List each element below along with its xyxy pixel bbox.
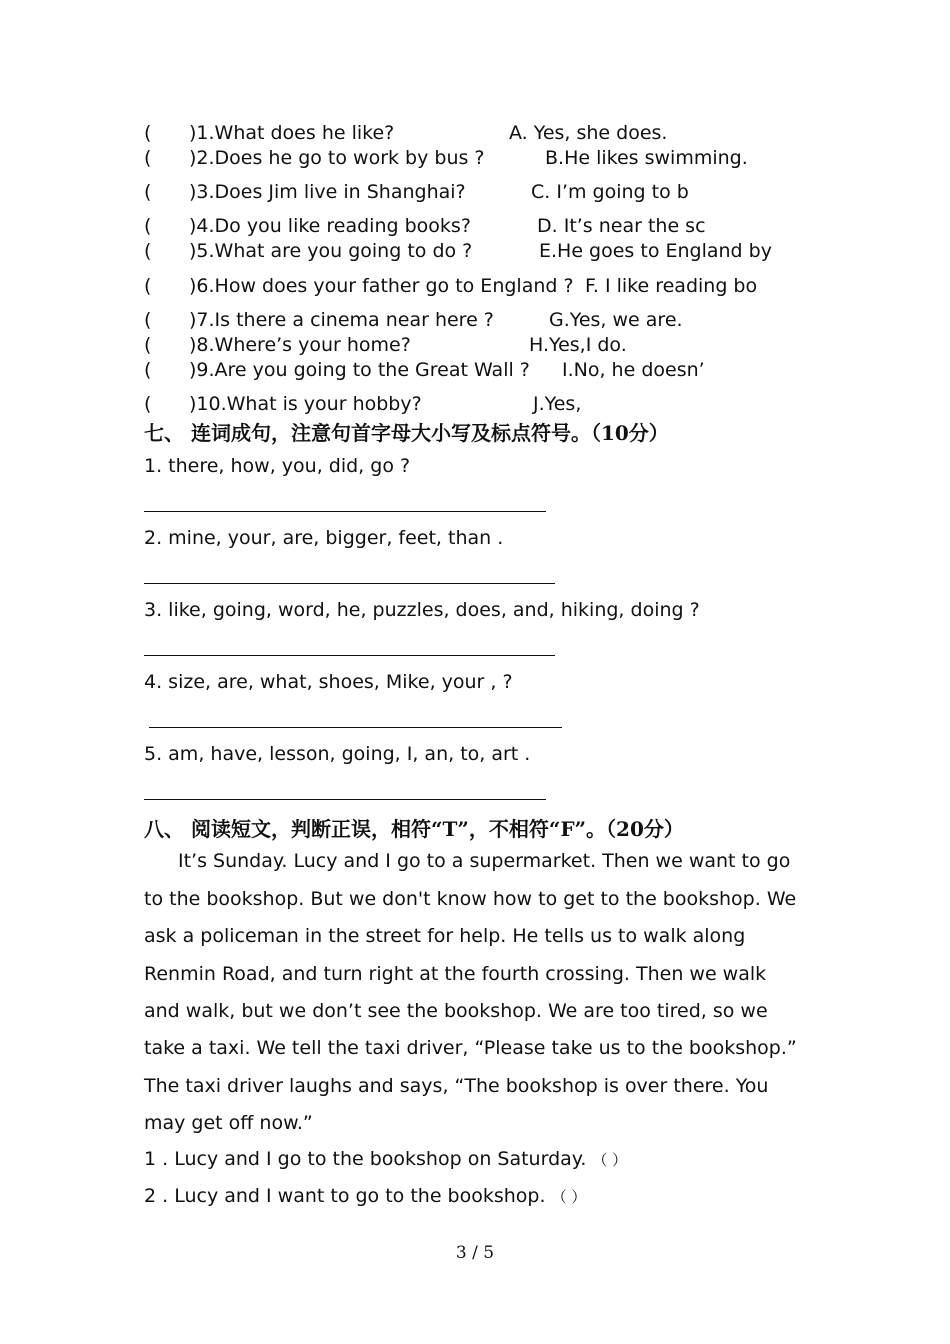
passage-line: to the bookshop. But we don't know how to get to the bookshop. We [144,888,797,910]
sentence-prompt: 1. there, how, you, did, go ? [144,455,411,477]
matching-answer: G.Yes, we are. [549,309,683,331]
matching-question: )10.What is your hobby? [189,393,422,415]
answer-blank[interactable] [144,583,555,584]
answer-blank[interactable] [149,727,562,728]
answer-paren: ( [144,309,152,331]
matching-answer: E.He goes to England by [539,240,772,262]
answer-blank[interactable] [144,655,555,656]
matching-answer: D. It’s near the sc [537,215,706,237]
matching-answer: H.Yes,I do. [529,334,627,356]
matching-question: )2.Does he go to work by bus ? [189,147,485,169]
passage-line: may get off now.” [144,1112,313,1134]
matching-question: )6.How does your father go to England ? [189,275,574,297]
sentence-prompt: 3. like, going, word, he, puzzles, does, and, hiking, doing ? [144,599,700,621]
sentence-prompt: 2. mine, your, are, bigger, feet, than . [144,527,504,549]
matching-question: )5.What are you going to do ? [189,240,473,262]
passage-line: The taxi driver laughs and says, “The bookshop is over there. You [144,1075,769,1097]
matching-question: )3.Does Jim live in Shanghai? [189,181,466,203]
matching-answer: B.He likes swimming. [545,147,748,169]
passage-line: and walk, but we don’t see the bookshop. We are too tired, so we [144,1000,768,1022]
matching-answer: J.Yes, [533,393,582,415]
matching-question: )9.Are you going to the Great Wall ? [189,359,530,381]
matching-answer: I.No, he doesn’ [562,359,705,381]
matching-question: )7.Is there a cinema near here ? [189,309,494,331]
answer-paren: ( [144,122,152,144]
answer-paren: ( [144,181,152,203]
answer-blank[interactable] [144,511,546,512]
section7-heading: 七、 连词成句，注意句首字母大小写及标点符号。（10分） [144,421,669,445]
section8-heading: 八、 阅读短文，判断正误，相符“T”，不相符“F”。（20分） [144,817,684,841]
matching-answer: F. I like reading bo [585,275,758,297]
passage-line: It’s Sunday. Lucy and I go to a supermarket. Then we want to go [178,850,791,872]
answer-paren: ( [144,334,152,356]
tf-question [144,1185,586,1207]
answer-paren: ( [144,275,152,297]
matching-question: )1.What does he like? [189,122,395,144]
answer-paren: ( [144,147,152,169]
page-number: 3 / 5 [455,1243,495,1263]
answer-blank[interactable] [144,799,546,800]
answer-paren: ( [144,240,152,262]
tf-question-text: 1 . Lucy and I go to the bookshop on Saturday. [144,1148,587,1170]
passage-line: take a taxi. We tell the taxi driver, “Please take us to the bookshop.” [144,1037,797,1059]
matching-question: )8.Where’s your home? [189,334,411,356]
answer-paren: ( [144,393,152,415]
matching-answer: A. Yes, she does. [509,122,668,144]
tf-answer-paren[interactable]: （ ） [551,1188,587,1206]
answer-paren: ( [144,215,152,237]
tf-answer-paren[interactable]: （ ） [592,1151,628,1169]
matching-answer: C. I’m going to b [531,181,689,203]
sentence-prompt: 5. am, have, lesson, going, I, an, to, art . [144,743,531,765]
sentence-prompt: 4. size, are, what, shoes, Mike, your , ? [144,671,513,693]
matching-question: )4.Do you like reading books? [189,215,471,237]
passage-line: ask a policeman in the street for help. He tells us to walk along [144,925,746,947]
passage-line: Renmin Road, and turn right at the fourth crossing. Then we walk [144,963,767,985]
answer-paren: ( [144,359,152,381]
tf-question [144,1148,627,1170]
tf-question-text: 2 . Lucy and I want to go to the bookshop. [144,1185,546,1207]
